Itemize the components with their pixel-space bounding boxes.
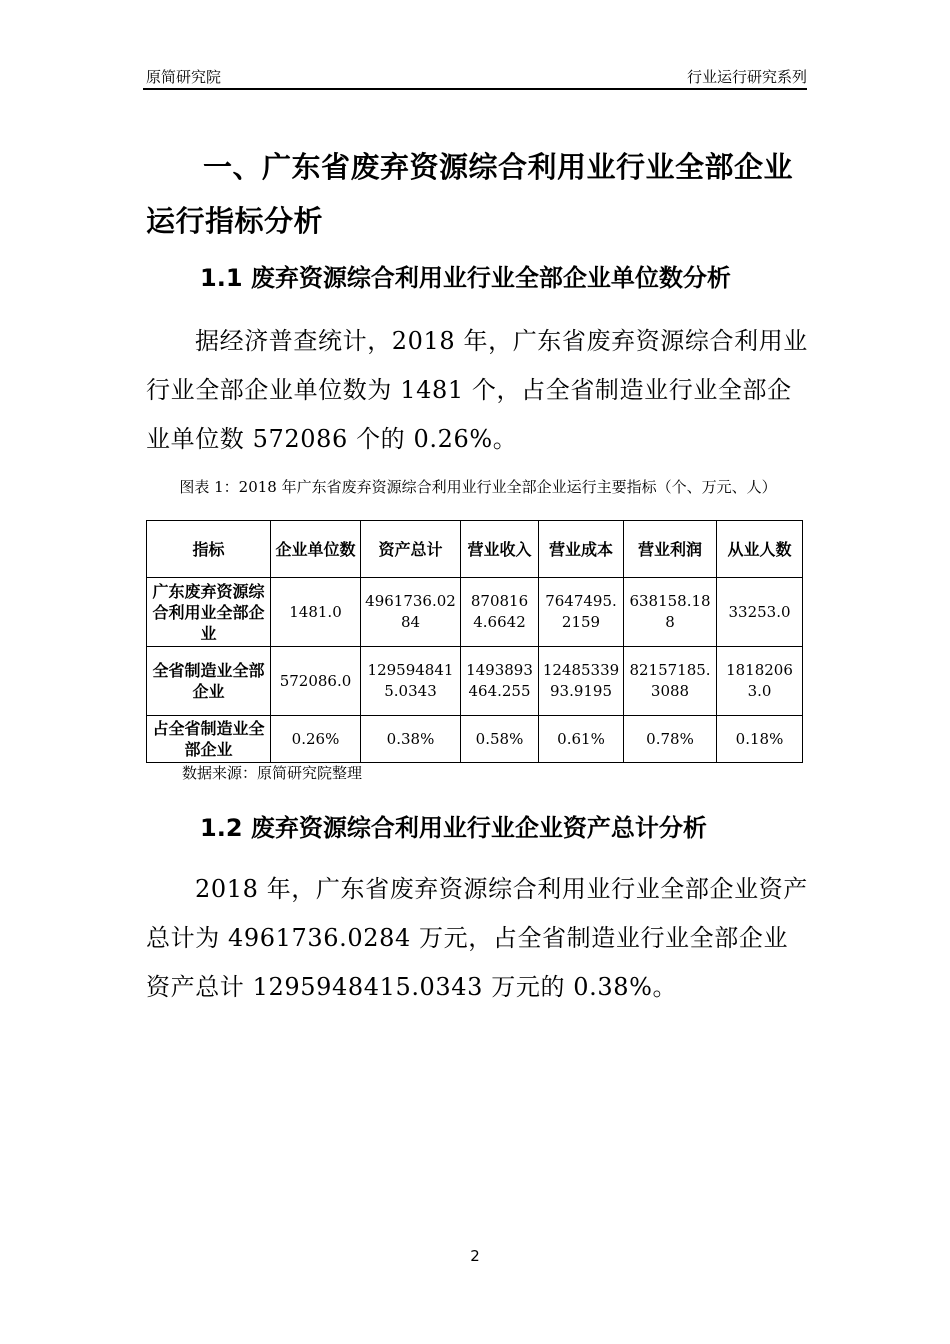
header-right: 行业运行研究系列 [686, 68, 807, 86]
table-cell: 0.18% [717, 716, 803, 763]
table-row [147, 647, 803, 716]
table-cell: 0.61% [539, 716, 624, 763]
table-cell: 1493893464.255 [461, 647, 539, 716]
table-cell: 0.26% [271, 716, 361, 763]
table-cell: 0.58% [461, 716, 539, 763]
section-1-paragraph [146, 317, 810, 464]
section-2-heading: 1.2 废弃资源综合利用业行业企业资产总计分析 [200, 814, 707, 842]
header-rule [143, 88, 807, 90]
table-header-cell: 从业人数 [717, 521, 803, 578]
table-header-cell: 指标 [147, 521, 271, 578]
row-label: 广东废弃资源综合利用业全部企业 [147, 578, 271, 647]
header-left: 原简研究院 [146, 68, 222, 86]
section-2-paragraph [146, 865, 810, 1012]
table-header-cell: 营业收入 [461, 521, 539, 578]
table-header-cell: 企业单位数 [271, 521, 361, 578]
table-header-cell: 资产总计 [361, 521, 461, 578]
row-label: 占全省制造业全部企业 [147, 716, 271, 763]
table-cell: 638158.188 [624, 578, 717, 647]
table-cell: 18182063.0 [717, 647, 803, 716]
table-cell: 1248533993.9195 [539, 647, 624, 716]
table-cell: 33253.0 [717, 578, 803, 647]
table-cell: 4961736.0284 [361, 578, 461, 647]
table-source-note: 数据来源：原简研究院整理 [182, 764, 363, 782]
chapter-title [146, 140, 810, 248]
chapter-title-text: 一、广东省废弃资源综合利用业行业全部企业运行指标分析 [146, 150, 794, 238]
table-row [147, 716, 803, 763]
table-cell: 0.38% [361, 716, 461, 763]
table-cell: 0.78% [624, 716, 717, 763]
table-cell: 1295948415.0343 [361, 647, 461, 716]
section-1-paragraph-text: 据经济普查统计，2018 年，广东省废弃资源综合利用业行业全部企业单位数为 1481 个，占全省制造业行业全部企业单位数 572086 个的 0.26%。 [146, 327, 808, 453]
table-header-cell: 营业利润 [624, 521, 717, 578]
table-cell: 7647495.2159 [539, 578, 624, 647]
indicators-table [146, 520, 803, 763]
section-2-paragraph-text: 2018 年，广东省废弃资源综合利用业行业全部企业资产总计为 4961736.0284 万元，占全省制造业行业全部企业资产总计 1295948415.0343 万元的 0.38%。 [146, 875, 808, 1001]
table-caption: 图表 1：2018 年广东省废弃资源综合利用业行业全部企业运行主要指标（个、万元、人） [179, 478, 777, 496]
table-header-cell: 营业成本 [539, 521, 624, 578]
table-row [147, 578, 803, 647]
table-cell: 82157185.3088 [624, 647, 717, 716]
page-number: 2 [470, 1247, 480, 1265]
table-cell: 1481.0 [271, 578, 361, 647]
section-1-heading: 1.1 废弃资源综合利用业行业全部企业单位数分析 [200, 264, 731, 292]
table-header-row [147, 521, 803, 578]
table-cell: 8708164.6642 [461, 578, 539, 647]
row-label: 全省制造业全部企业 [147, 647, 271, 716]
table-cell: 572086.0 [271, 647, 361, 716]
